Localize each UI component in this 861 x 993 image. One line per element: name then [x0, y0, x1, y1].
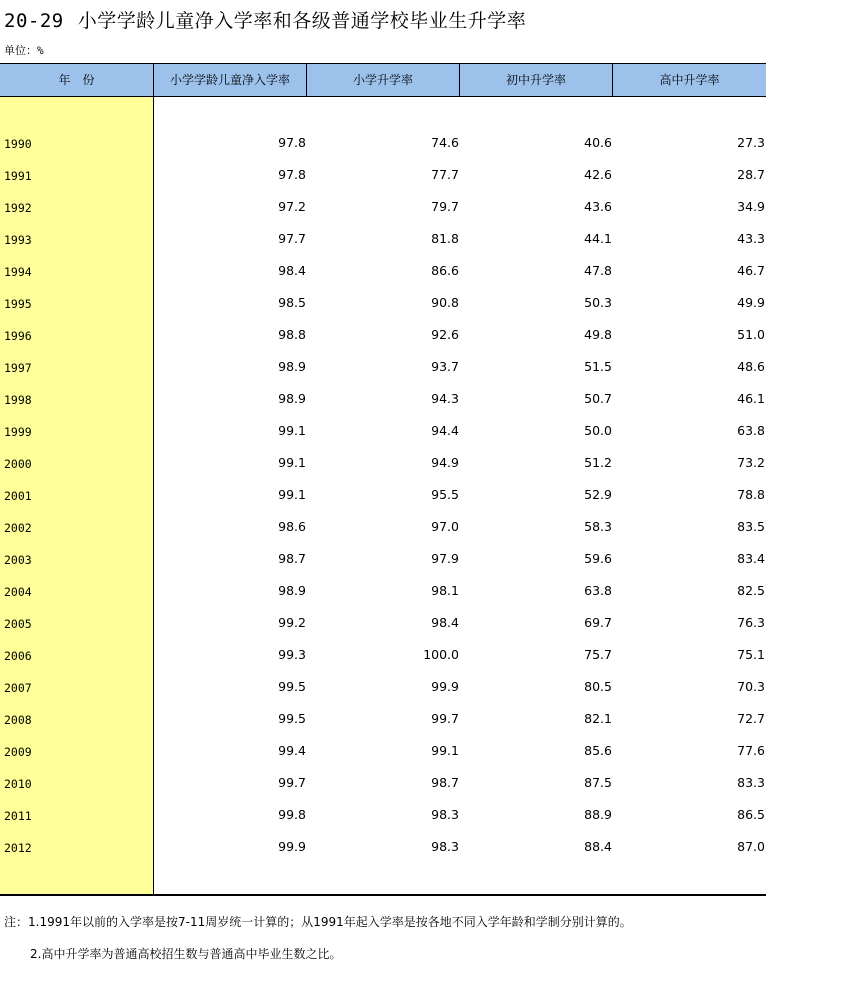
row-value: 99.9	[278, 839, 306, 854]
row-value: 43.6	[584, 199, 612, 214]
row-year: 2009	[4, 745, 32, 759]
table-row	[0, 455, 766, 475]
row-value: 99.9	[431, 679, 459, 694]
row-value: 97.2	[278, 199, 306, 214]
header-divider	[306, 64, 307, 96]
row-value: 78.8	[737, 487, 765, 502]
row-value: 79.7	[431, 199, 459, 214]
row-value: 73.2	[737, 455, 765, 470]
header-divider	[459, 64, 460, 96]
row-value: 88.4	[584, 839, 612, 854]
header-divider	[612, 64, 613, 96]
footnote-2: 2.高中升学率为普通高校招生数与普通高中毕业生数之比。	[30, 947, 342, 961]
row-value: 46.7	[737, 263, 765, 278]
row-value: 69.7	[584, 615, 612, 630]
table-row	[0, 551, 766, 571]
row-value: 99.8	[278, 807, 306, 822]
row-value: 81.8	[431, 231, 459, 246]
row-value: 98.9	[278, 583, 306, 598]
page-title	[4, 6, 526, 33]
row-value: 97.7	[278, 231, 306, 246]
row-value: 80.5	[584, 679, 612, 694]
row-year: 2002	[4, 521, 32, 535]
row-year: 2008	[4, 713, 32, 727]
row-value: 92.6	[431, 327, 459, 342]
row-value: 99.1	[431, 743, 459, 758]
row-value: 77.6	[737, 743, 765, 758]
table-row	[0, 679, 766, 699]
header-senior-promotion: 高中升学率	[659, 73, 720, 87]
row-value: 51.2	[584, 455, 612, 470]
row-value: 85.6	[584, 743, 612, 758]
row-year: 1997	[4, 361, 32, 375]
row-value: 99.2	[278, 615, 306, 630]
table-row	[0, 167, 766, 187]
row-year: 1994	[4, 265, 32, 279]
row-value: 88.9	[584, 807, 612, 822]
row-year: 2003	[4, 553, 32, 567]
row-value: 50.7	[584, 391, 612, 406]
row-value: 46.1	[737, 391, 765, 406]
row-year: 2006	[4, 649, 32, 663]
row-value: 97.8	[278, 167, 306, 182]
row-year: 2005	[4, 617, 32, 631]
row-value: 77.7	[431, 167, 459, 182]
row-year: 1991	[4, 169, 32, 183]
unit-label	[4, 42, 44, 58]
row-year: 2010	[4, 777, 32, 791]
table-row	[0, 615, 766, 635]
header-net-enrollment: 小学学龄儿童净入学率	[169, 73, 290, 87]
table-row	[0, 199, 766, 219]
row-value: 98.9	[278, 359, 306, 374]
header-primary-promotion: 小学升学率	[352, 73, 413, 87]
row-value: 50.3	[584, 295, 612, 310]
row-value: 98.1	[431, 583, 459, 598]
row-value: 82.1	[584, 711, 612, 726]
row-value: 72.7	[737, 711, 765, 726]
table-row	[0, 583, 766, 603]
table-row	[0, 263, 766, 283]
header-divider	[153, 64, 154, 96]
table-bottom-border	[0, 894, 766, 896]
row-value: 98.3	[431, 839, 459, 854]
row-value: 52.9	[584, 487, 612, 502]
row-value: 43.3	[737, 231, 765, 246]
table-code: 20-29	[4, 10, 64, 32]
row-value: 99.5	[278, 711, 306, 726]
row-value: 99.3	[278, 647, 306, 662]
row-value: 86.6	[431, 263, 459, 278]
row-value: 98.8	[278, 327, 306, 342]
table-row	[0, 711, 766, 731]
row-value: 87.5	[584, 775, 612, 790]
row-year: 2004	[4, 585, 32, 599]
row-value: 98.7	[431, 775, 459, 790]
row-value: 97.9	[431, 551, 459, 566]
row-value: 40.6	[584, 135, 612, 150]
row-value: 98.6	[278, 519, 306, 534]
row-value: 98.4	[431, 615, 459, 630]
row-value: 99.1	[278, 487, 306, 502]
row-year: 2001	[4, 489, 32, 503]
row-year: 1996	[4, 329, 32, 343]
row-value: 94.4	[431, 423, 459, 438]
table-row	[0, 295, 766, 315]
row-year: 1999	[4, 425, 32, 439]
table-row	[0, 839, 766, 859]
row-value: 76.3	[737, 615, 765, 630]
row-value: 99.1	[278, 423, 306, 438]
table-row	[0, 359, 766, 379]
row-value: 99.4	[278, 743, 306, 758]
unit-symbol: %	[37, 44, 44, 57]
table-row	[0, 391, 766, 411]
table-row	[0, 807, 766, 827]
row-value: 98.5	[278, 295, 306, 310]
row-value: 51.5	[584, 359, 612, 374]
row-value: 70.3	[737, 679, 765, 694]
row-value: 98.7	[278, 551, 306, 566]
row-year: 2011	[4, 809, 32, 823]
row-value: 63.8	[737, 423, 765, 438]
row-year: 2000	[4, 457, 32, 471]
row-value: 50.0	[584, 423, 612, 438]
table-row	[0, 519, 766, 539]
table-header	[0, 64, 766, 96]
row-value: 58.3	[584, 519, 612, 534]
row-value: 59.6	[584, 551, 612, 566]
row-year: 2012	[4, 841, 32, 855]
row-value: 48.6	[737, 359, 765, 374]
row-value: 47.8	[584, 263, 612, 278]
row-value: 95.5	[431, 487, 459, 502]
table-title: 小学学龄儿童净入学率和各级普通学校毕业生升学率	[77, 10, 527, 32]
row-value: 51.0	[737, 327, 765, 342]
row-value: 99.1	[278, 455, 306, 470]
row-value: 99.7	[431, 711, 459, 726]
row-value: 86.5	[737, 807, 765, 822]
row-value: 28.7	[737, 167, 765, 182]
row-value: 27.3	[737, 135, 765, 150]
header-year: 年 份	[58, 73, 95, 87]
row-value: 93.7	[431, 359, 459, 374]
row-value: 87.0	[737, 839, 765, 854]
row-value: 34.9	[737, 199, 765, 214]
table-row	[0, 487, 766, 507]
table-row	[0, 423, 766, 443]
row-value: 75.7	[584, 647, 612, 662]
row-value: 83.4	[737, 551, 765, 566]
row-value: 49.8	[584, 327, 612, 342]
row-value: 97.0	[431, 519, 459, 534]
row-value: 75.1	[737, 647, 765, 662]
table-row	[0, 327, 766, 347]
row-value: 83.5	[737, 519, 765, 534]
row-value: 44.1	[584, 231, 612, 246]
row-year: 1998	[4, 393, 32, 407]
row-value: 98.3	[431, 807, 459, 822]
unit-text: 单位：	[4, 44, 37, 57]
row-value: 83.3	[737, 775, 765, 790]
row-value: 98.4	[278, 263, 306, 278]
table-row	[0, 647, 766, 667]
header-junior-promotion: 初中升学率	[505, 73, 566, 87]
row-value: 100.0	[423, 647, 459, 662]
table-row	[0, 743, 766, 763]
row-value: 63.8	[584, 583, 612, 598]
row-value: 98.9	[278, 391, 306, 406]
row-value: 94.3	[431, 391, 459, 406]
footnote-1: 注：1.1991年以前的入学率是按7-11周岁统一计算的；从1991年起入学率是按各地不同入学年龄和学制分别计算的。	[4, 915, 632, 929]
table-row	[0, 775, 766, 795]
row-year: 1995	[4, 297, 32, 311]
row-year: 1990	[4, 137, 32, 151]
table-row	[0, 231, 766, 251]
row-value: 90.8	[431, 295, 459, 310]
row-year: 2007	[4, 681, 32, 695]
row-value: 42.6	[584, 167, 612, 182]
row-value: 97.8	[278, 135, 306, 150]
row-value: 49.9	[737, 295, 765, 310]
row-value: 82.5	[737, 583, 765, 598]
row-value: 74.6	[431, 135, 459, 150]
row-value: 94.9	[431, 455, 459, 470]
row-value: 99.7	[278, 775, 306, 790]
table-row	[0, 135, 766, 155]
row-year: 1992	[4, 201, 32, 215]
row-year: 1993	[4, 233, 32, 247]
row-value: 99.5	[278, 679, 306, 694]
